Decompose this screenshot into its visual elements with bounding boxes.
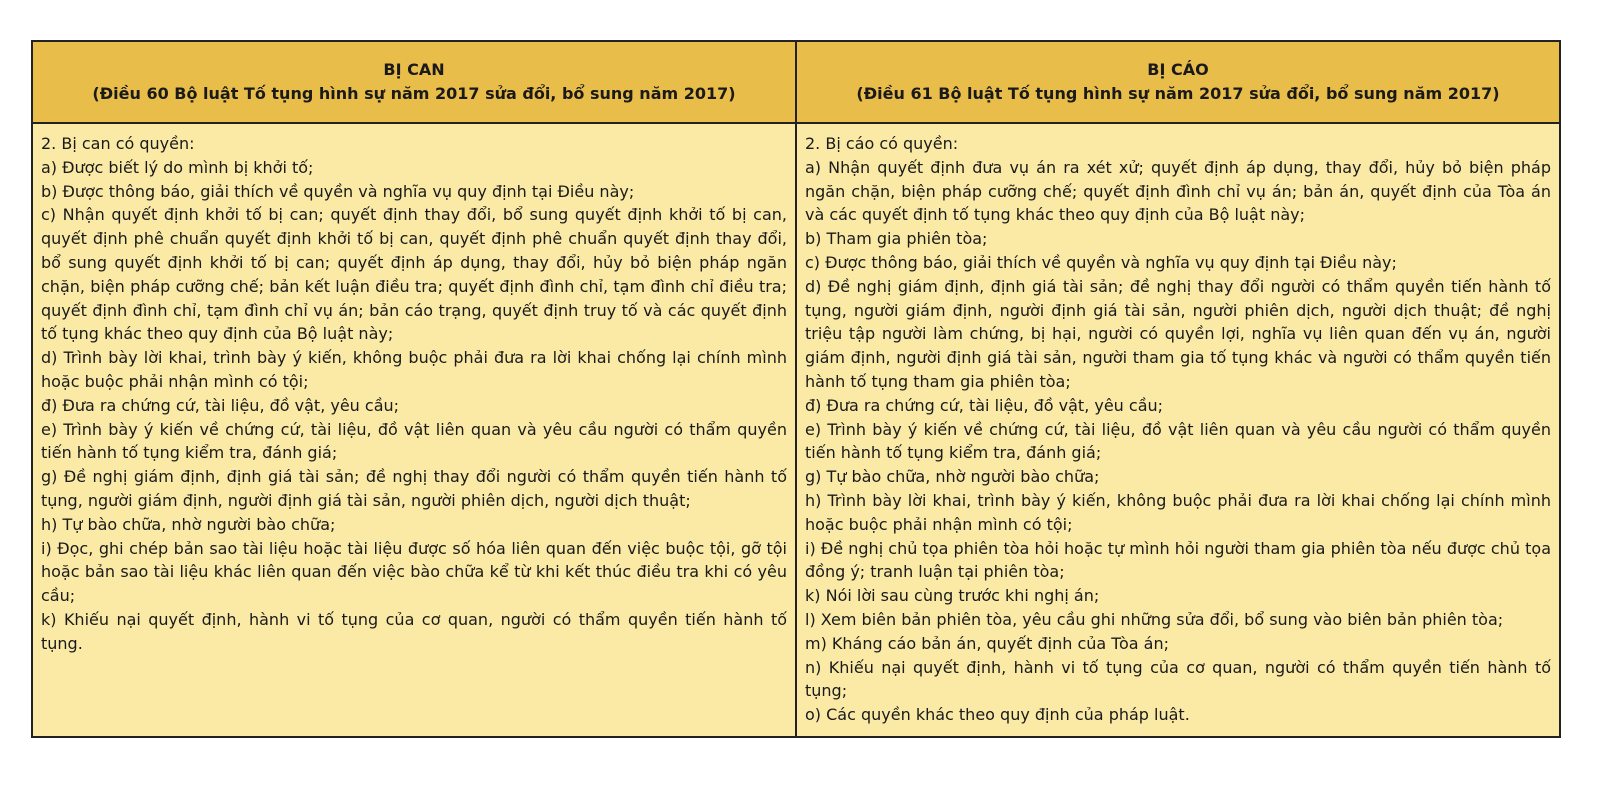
rights-list-item: k) Nói lời sau cùng trước khi nghị án;	[805, 586, 1100, 606]
rights-list-item: o) Các quyền khác theo quy định của pháp luật.	[805, 705, 1190, 725]
rights-list-item: a) Được biết lý do mình bị khởi tố;	[41, 157, 314, 177]
rights-list-item: c) Nhận quyết định khởi tố bị can; quyết định thay đổi, bổ sung quyết định khởi tố bị can, quyết định phê chuẩn quyết định khởi tố bị can, quyết định phê chuẩn quyết định thay đổi, bổ sung quyết định khởi tố bị can; quyết định áp dụng, thay đổi, hủy bỏ biện pháp ngăn chặn, biện pháp cưỡng chế; bản kết luận điều tra; quyết định đình chỉ, tạm đình chỉ điều tra; quyết định đình chỉ, tạm đình chỉ vụ án; bản cáo trạng, quyết định truy tố và các quyết định tố tụng khác theo quy định của Bộ luật này;	[41, 205, 787, 344]
rights-list-item: b) Được thông báo, giải thích về quyền và nghĩa vụ quy định tại Điều này;	[41, 181, 635, 201]
rights-list-item: g) Đề nghị giám định, định giá tài sản; đề nghị thay đổi người có thẩm quyền tiến hành tố tụng, người giám định, người định giá tài sản, người phiên dịch, người dịch thuật;	[41, 467, 787, 510]
rights-list-bi-can	[33, 124, 797, 736]
header-title-bi-cao: BỊ CÁO	[1147, 60, 1209, 79]
rights-list-item: k) Khiếu nại quyết định, hành vi tố tụng của cơ quan, người có thẩm quyền tiến hành tố tụng.	[41, 609, 787, 653]
rights-list-item: l) Xem biên bản phiên tòa, yêu cầu ghi những sửa đổi, bổ sung vào biên bản phiên tòa;	[805, 609, 1504, 629]
rights-list-item: i) Đề nghị chủ tọa phiên tòa hỏi hoặc tự mình hỏi người tham gia phiên tòa nếu được chủ tọa đồng ý; tranh luận tại phiên tòa;	[805, 538, 1551, 582]
header-subtitle-bi-can: (Điều 60 Bộ luật Tố tụng hình sự năm 2017 sửa đổi, bổ sung năm 2017)	[92, 84, 736, 103]
rights-list-item: h) Trình bày lời khai, trình bày ý kiến, không buộc phải đưa ra lời khai chống lại chính mình hoặc buộc phải nhận mình có tội;	[805, 490, 1551, 534]
rights-list-item: e) Trình bày ý kiến về chứng cứ, tài liệu, đồ vật liên quan và yêu cầu người có thẩm quyền tiến hành tố tụng kiểm tra, đánh giá;	[41, 419, 787, 463]
rights-list-item: e) Trình bày ý kiến về chứng cứ, tài liệu, đồ vật liên quan và yêu cầu người có thẩm quyền tiến hành tố tụng kiểm tra, đánh giá;	[805, 419, 1551, 463]
header-bi-cao	[797, 42, 1559, 124]
header-subtitle-bi-cao: (Điều 61 Bộ luật Tố tụng hình sự năm 2017 sửa đổi, bổ sung năm 2017)	[856, 84, 1500, 103]
rights-list-item: d) Đề nghị giám định, định giá tài sản; đề nghị thay đổi người có thẩm quyền tiến hành tố tụng, người giám định, người định giá tài sản, người phiên dịch, người dịch thuật; đề nghị triệu tập người làm chứng, bị hại, người có quyền lợi, nghĩa vụ liên quan đến vụ án, người giám định, người định giá tài sản, người tham gia tố tụng khác và người có thẩm quyền tiến hành tố tụng tham gia phiên tòa;	[805, 276, 1551, 391]
header-bi-can	[33, 42, 797, 124]
rights-list-item: g) Tự bào chữa, nhờ người bào chữa;	[805, 467, 1100, 487]
rights-list-item: c) Được thông báo, giải thích về quyền và nghĩa vụ quy định tại Điều này;	[805, 252, 1397, 272]
rights-list-bi-cao	[797, 124, 1559, 736]
rights-list-item: a) Nhận quyết định đưa vụ án ra xét xử; quyết định áp dụng, thay đổi, hủy bỏ biện pháp ngăn chặn, biện pháp cưỡng chế; quyết định đình chỉ vụ án; bản án, quyết định của Tòa án và các quyết định tố tụng khác theo quy định của Bộ luật này;	[805, 157, 1551, 225]
rights-list-item: b) Tham gia phiên tòa;	[805, 229, 988, 249]
rights-list-item: đ) Đưa ra chứng cứ, tài liệu, đồ vật, yêu cầu;	[805, 395, 1164, 415]
header-title-bi-can: BỊ CAN	[383, 60, 445, 79]
rights-list-item: h) Tự bào chữa, nhờ người bào chữa;	[41, 514, 336, 534]
rights-list-item: m) Kháng cáo bản án, quyết định của Tòa án;	[805, 633, 1169, 653]
rights-list-item: d) Trình bày lời khai, trình bày ý kiến, không buộc phải đưa ra lời khai chống lại chính mình hoặc buộc phải nhận mình có tội;	[41, 348, 787, 391]
rights-list-item: n) Khiếu nại quyết định, hành vi tố tụng của cơ quan, người có thẩm quyền tiến hành tố tụng;	[805, 657, 1551, 701]
rights-list-item: 2. Bị cáo có quyền:	[805, 134, 959, 153]
rights-list-item: i) Đọc, ghi chép bản sao tài liệu hoặc tài liệu được số hóa liên quan đến việc buộc tội, gỡ tội hoặc bản sao tài liệu khác liên quan đến việc bào chữa kể từ khi kết thúc điều tra khi có yêu cầu;	[41, 538, 787, 606]
rights-list-item: 2. Bị can có quyền:	[41, 134, 195, 153]
rights-list-item: đ) Đưa ra chứng cứ, tài liệu, đồ vật, yêu cầu;	[41, 395, 400, 415]
comparison-table	[31, 40, 1561, 738]
